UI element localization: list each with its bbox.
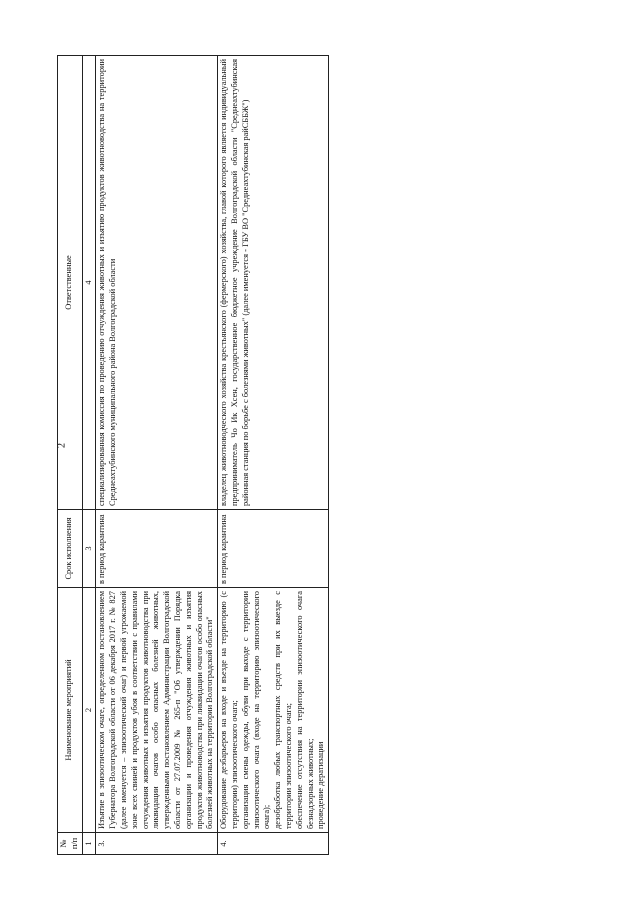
page-number: 2 (56, 443, 68, 448)
row-term: в период карантина (218, 510, 329, 588)
table-row (218, 56, 329, 855)
header-responsible: Ответственные (58, 56, 83, 510)
column-number: 3 (82, 510, 96, 588)
rotated-document (57, 55, 329, 855)
measure-line: Оборудование дезбарьеров на входе и въезде на территорию (с территории) эпизоотического очага; (219, 591, 239, 829)
measure-line: проведение дератизации (316, 741, 326, 829)
row-term: в период карантина (96, 510, 218, 588)
header-name: Наименование мероприятий (58, 588, 83, 833)
row-responsible: владелец животноводческого хозяйства крестьянского (фермерского) хозяйства, главой которого является индивидуальный предприниматель Чо Ик Хсен, государственное бюджетное учреждение Волгоградской области "Среднеахтубинская районная станция по борьбе с болезнями животных" (далее именуется - ГБУ ВО "Среднеахтубинская райСББЖ") (218, 56, 329, 510)
row-responsible: специализированная комиссия по проведению отчуждения животных и изъятию продуктов животноводства на территории Среднеахтубинского муниципального района Волгоградской области (96, 56, 218, 510)
column-number: 2 (82, 588, 96, 833)
table-header-row (58, 56, 83, 855)
column-number: 1 (82, 833, 96, 855)
row-name: Изъятие в эпизоотическом очаге, определенном постановлением Губернатора Волгоградской области от 06 декабря 2017 г. № 827 (далее именуется – эпизоотический очаг) и первой угрожаемой зоне всех свиней и продуктов убоя в соответствии с правилами отчуждения животных и изъятия продуктов животноводства при ликвидации очагов особо опасных болезней животных, утвержденными постановлением Администрации Волгоградской области от 27.07.2009 № 265-п "Об утверждении Порядка организации и проведения отчуждения животных и изъятия продуктов животноводства при ликвидации очагов особо опасных болезней животных на территории Волгоградской области" (96, 588, 218, 833)
measure-line: дезобработка любых транспортных средств при их выезде с территории эпизоотического очага; (273, 591, 293, 829)
row-num: 4. (218, 833, 329, 855)
row-name (218, 588, 329, 833)
header-num: № п/п (58, 833, 83, 855)
column-numbers-row (82, 56, 96, 855)
measures-table (57, 55, 329, 855)
row-num: 3. (96, 833, 218, 855)
measure-line: организация смены одежды, обуви при выходе с территории эпизоотического очага (входе на территорию эпизоотического очага); (240, 591, 272, 829)
measure-line: обеспечение отсутствия на территории эпизоотического очага безнадзорных животных; (294, 591, 315, 829)
column-number: 4 (82, 56, 96, 510)
header-term: Срок исполнения (58, 510, 83, 588)
table-row (96, 56, 218, 855)
